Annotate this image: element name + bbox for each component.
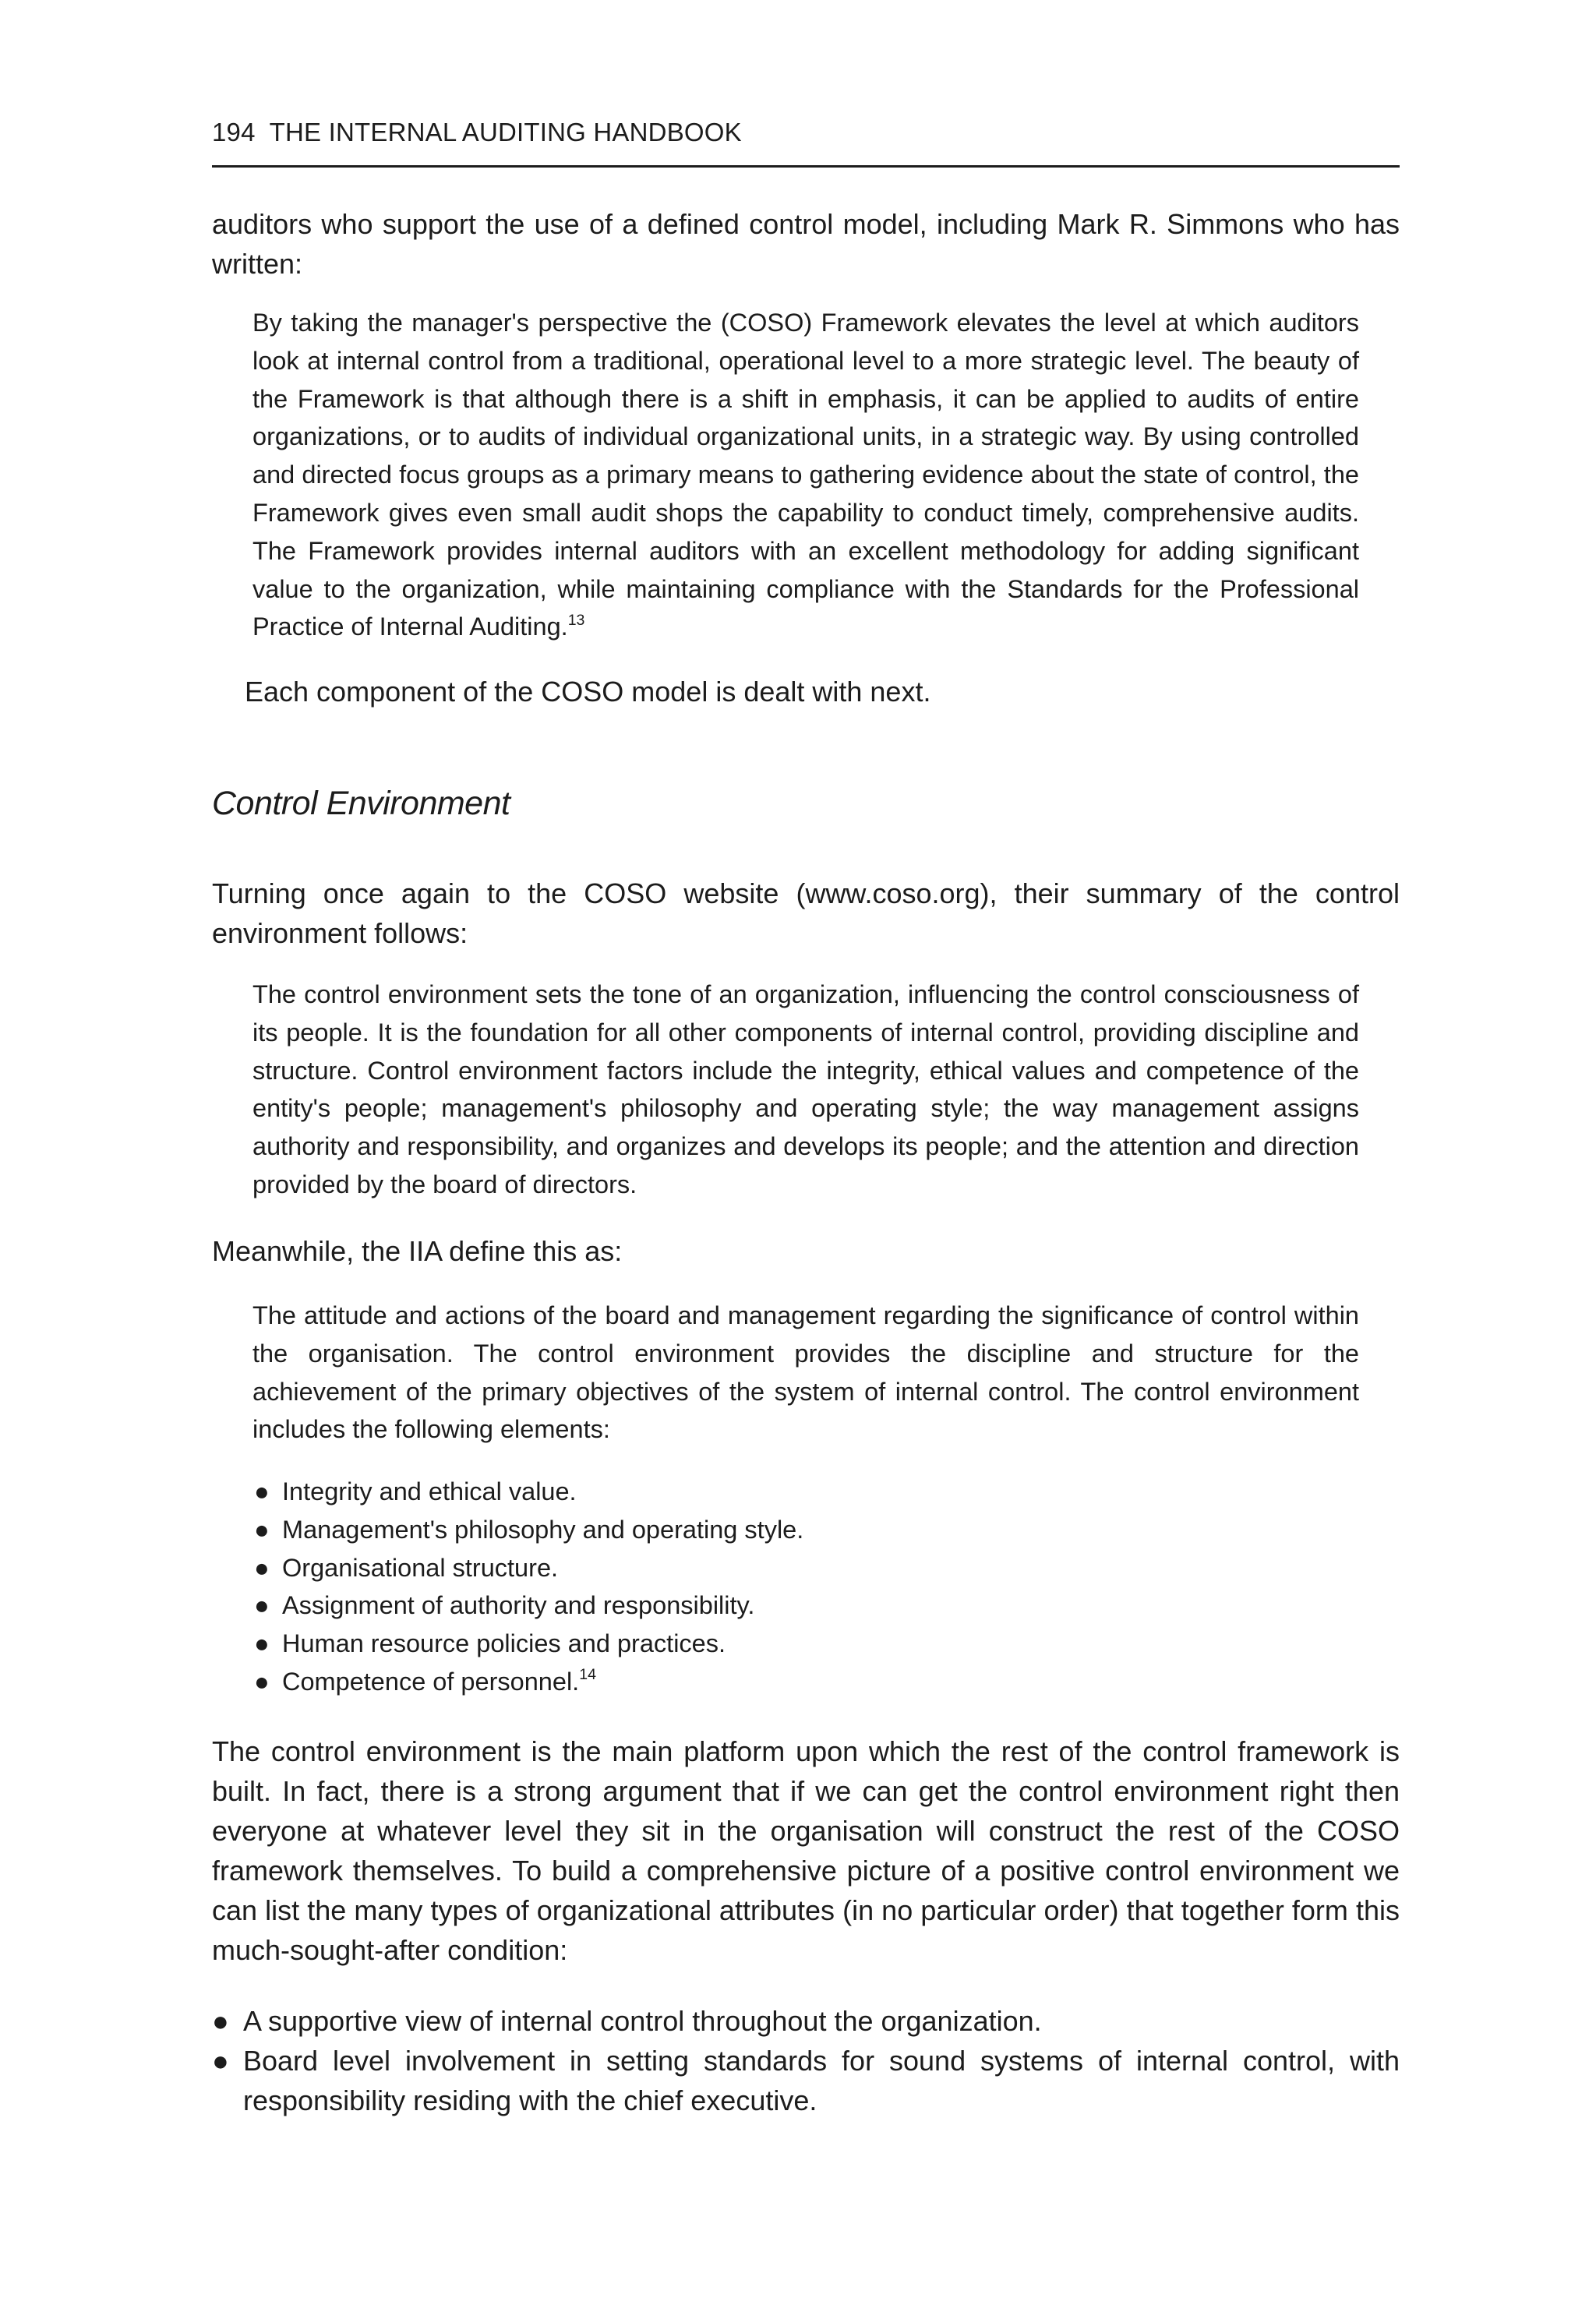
next-component-line: Each component of the COSO model is dealt with next. (245, 676, 931, 708)
bullet-icon: ● (212, 2045, 229, 2077)
iia-quote: The attitude and actions of the board and management regarding the significance of control within the organisation. The control environment provides the discipline and structure for the achievement of the primary objectives of the system of internal control. The control environment includes the following elements: (252, 1301, 1359, 1444)
page-number: 194 (212, 118, 256, 146)
bullet-icon: ● (254, 1553, 270, 1582)
bullet-icon: ● (212, 2005, 229, 2037)
list-item: ● Competence of personnel.$^{14}$ (252, 1663, 1359, 1701)
list-item: ● Board level involvement in setting standards for sound systems of internal control, with responsibility residing with the chief executive. (212, 2041, 1400, 2120)
list-item: ● Organisational structure. (252, 1549, 1359, 1587)
list-item: ● Integrity and ethical value. (252, 1473, 1359, 1511)
header-rule (212, 165, 1400, 168)
list-item: ● Management's philosophy and operating style. (252, 1511, 1359, 1549)
bullet-icon: ● (254, 1591, 270, 1620)
coso-quote: The control environment sets the tone of an organization, influencing the control consciousness of its people. It is the foundation for all other components of internal control, providing discipline and structure. Control environment factors include the integrity, ethical values and competence of the entity's people; management's philosophy and operating style; the way management assigns authority and responsibility, and organizes and develops its people; and the attention and direction provided by the board of directors. (252, 980, 1359, 1198)
iia-intro-line: Meanwhile, the IIA define this as: (212, 1235, 623, 1267)
attributes-list (212, 2001, 1400, 2120)
bullet-icon: ● (254, 1629, 270, 1658)
control-environment-paragraph: The control environment is the main platform upon which the rest of the control framework is built. In fact, there is a strong argument that if we can get the control environment right then everyone at whatever level they sit in the organisation will construct the rest of the COSO framework themselves. To build a comprehensive picture of a positive control environment we can list the many types of organizational attributes (in no particular order) that together form this much-sought-after condition: (212, 1735, 1400, 1966)
list-item: ● A supportive view of internal control throughout the organization. (212, 2001, 1400, 2041)
footnote-ref-14: 14 (579, 1666, 596, 1684)
simmons-quote-text: By taking the manager's perspective the (COSO) Framework elevates the level at which auditors look at internal control from a traditional, operational level to a more strategic level. The beauty of the Framework is that although there is a shift in emphasis, it can be applied to audits of entire organizations, or to audits of individual organizational units, in a strategic way. By using controlled and directed focus groups as a primary means to gathering evidence about the state of control, the Framework gives even small audit shops the capability to conduct timely, comprehensive audits. The Framework provides internal auditors with an excellent methodology for adding significant value to the organization, while maintaining compliance with the Standards for the Professional Practice of Internal Auditing. (252, 309, 1359, 641)
list-item: ● Human resource policies and practices. (252, 1625, 1359, 1663)
bullet-icon: ● (254, 1477, 270, 1505)
bullet-icon: ● (254, 1515, 270, 1544)
bullet-icon: ● (254, 1667, 270, 1696)
running-header (212, 117, 1400, 148)
simmons-quote (252, 304, 1359, 646)
intro-paragraph: auditors who support the use of a defined control model, including Mark R. Simmons who has written: (212, 208, 1400, 280)
book-title: THE INTERNAL AUDITING HANDBOOK (269, 118, 742, 146)
iia-elements-list (252, 1473, 1359, 1701)
coso-intro-paragraph: Turning once again to the COSO website (www.coso.org), their summary of the control environment follows: (212, 877, 1400, 949)
section-heading-control-environment: Control Environment (212, 785, 510, 822)
footnote-ref-13: 13 (567, 611, 585, 629)
list-item: ● Assignment of authority and responsibility. (252, 1587, 1359, 1625)
